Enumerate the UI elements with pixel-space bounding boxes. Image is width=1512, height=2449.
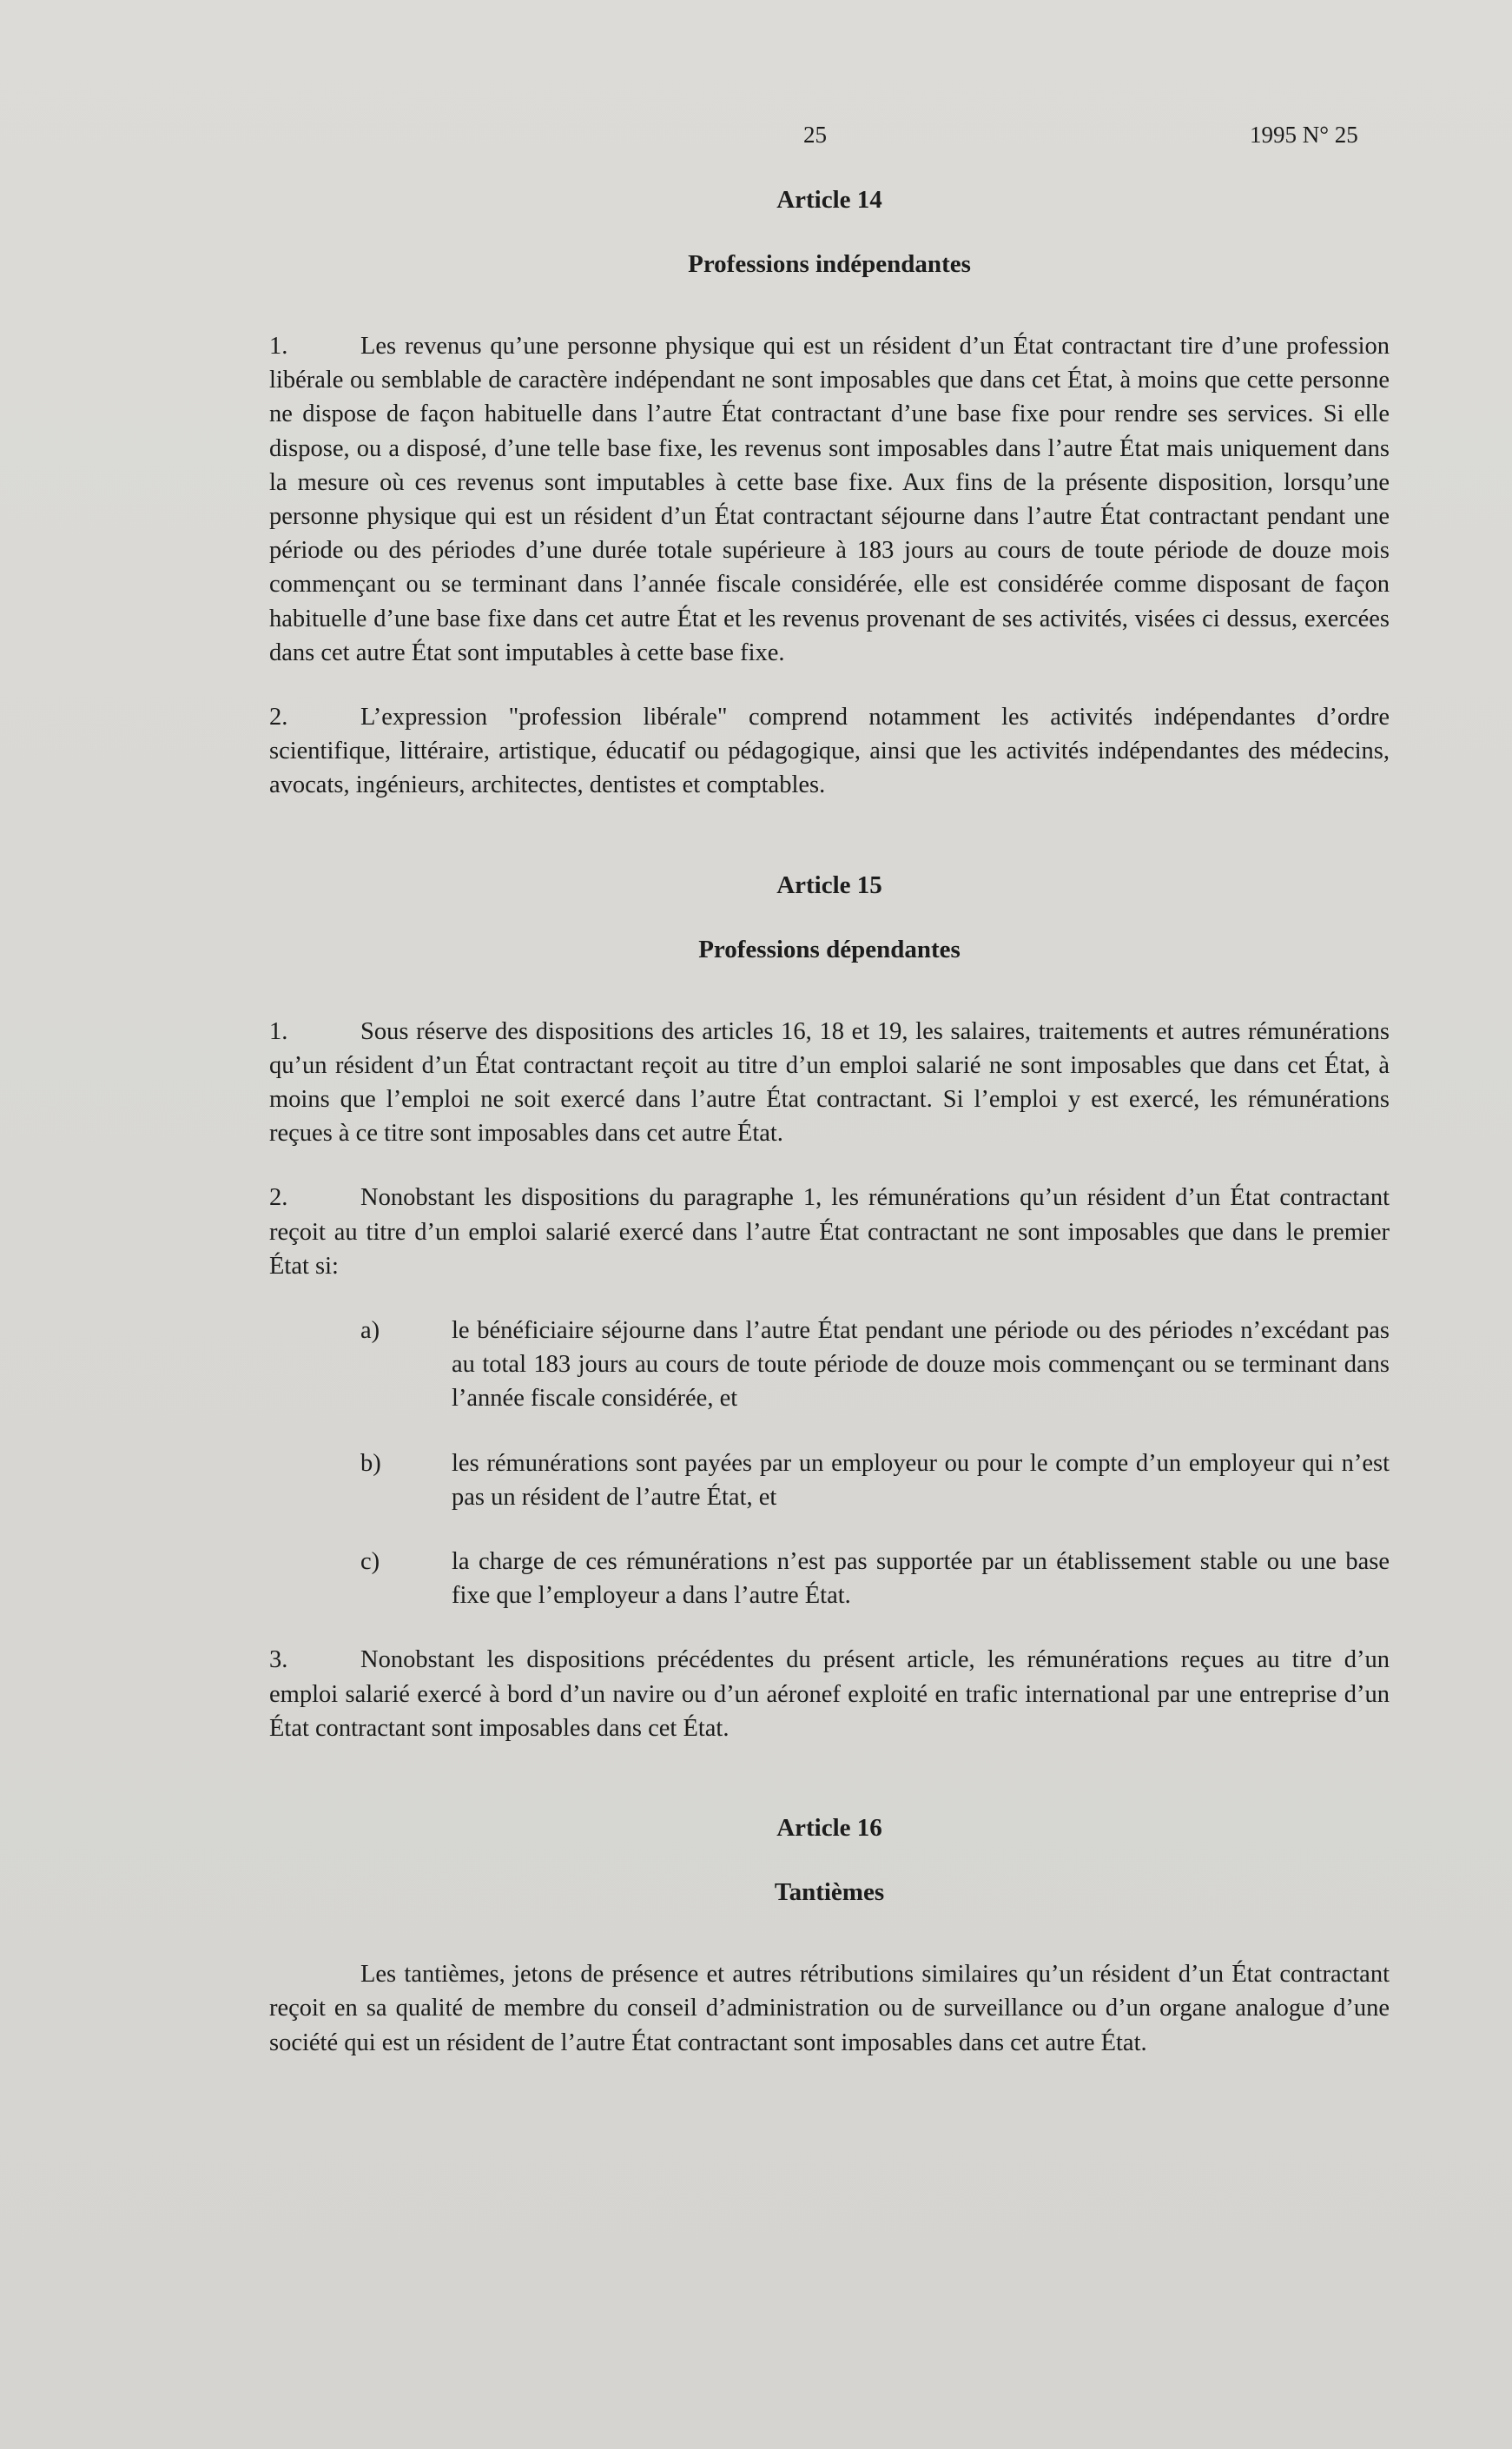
article-title: Article 14: [776, 186, 882, 214]
document-body: [269, 182, 1390, 2060]
paragraph: [269, 1015, 1390, 1151]
paragraph: [269, 1181, 1390, 1283]
paragraph-text: Sous réserve des dispositions des articles 16, 18 et 19, les salaires, traitements et autres rémunérations qu’un résident d’un État contractant reçoit au titre d’un emploi salarié ne sont imposables que dans cet État, à moins que l’emploi ne soit exercé dans l’autre État contractant. Si l’emploi y est exercé, les rémunérations reçues à ce titre sont imposables dans cet autre État.: [269, 1017, 1390, 1148]
paragraph-text: Les tantièmes, jetons de présence et autres rétributions similaires qu’un résident d’un État contractant reçoit en sa qualité de membre du conseil d’administration ou de surveillance ou d’un organe analogue d’une société qui est un résident de l’autre État contractant sont imposables dans cet autre État.: [269, 1961, 1390, 2056]
paragraph-number: 1.: [269, 333, 288, 360]
page-header: [0, 122, 1512, 156]
article-16: [269, 1810, 1390, 2060]
journal-reference: 1995 N° 25: [1250, 122, 1358, 148]
list-item: [269, 1446, 1390, 1514]
list-item-text: le bénéficiaire séjourne dans l’autre État pendant une période ou des périodes n’excédant pas au total 183 jours au cours de toute période de douze mois commençant ou se terminant dans l’année fiscale considérée, et: [452, 1317, 1390, 1413]
article-subtitle: Professions dépendantes: [698, 935, 961, 963]
list-item-text: la charge de ces rémunérations n’est pas supportée par un établissement stable ou une base fixe que l’employeur a dans l’autre État.: [452, 1548, 1390, 1610]
paragraph-number: 2.: [269, 1184, 288, 1212]
paragraph-text: Nonobstant les dispositions du paragraphe 1, les rémunérations qu’un résident d’un État contractant reçoit au titre d’un emploi salarié exercé dans l’autre État contractant ne sont imposables que dans le premier État si:: [269, 1184, 1390, 1280]
article-title: Article 16: [776, 1814, 882, 1843]
page-number: 25: [803, 122, 827, 148]
list-item-label: b): [360, 1449, 381, 1477]
article-14: [269, 182, 1390, 803]
article-subtitle: Professions indépendantes: [688, 250, 971, 278]
list-item-label: a): [360, 1317, 380, 1345]
list-item: [269, 1314, 1390, 1416]
paragraph-number: 2.: [269, 704, 288, 731]
paragraph: [269, 329, 1390, 670]
paragraph-number: 3.: [269, 1646, 288, 1674]
paragraph-number: 1.: [269, 1017, 288, 1045]
paragraph: [269, 1643, 1390, 1745]
list-item-text: les rémunérations sont payées par un employeur ou pour le compte d’un employeur qui n’est pas un résident de l’autre État, et: [452, 1449, 1390, 1511]
list-item-label: c): [360, 1548, 380, 1576]
article-title: Article 15: [776, 870, 882, 899]
paragraph: [269, 700, 1390, 803]
paragraph-text: Les revenus qu’une personne physique qui est un résident d’un État contractant tire d’une profession libérale ou semblable de caractère indépendant ne sont imposables que dans cet État, à moins que cette personne ne dispose de façon habituelle dans l’autre État contractant d’une base fixe pour rendre ses services. Si elle dispose, ou a disposé, d’une telle base fixe, les revenus sont imposables dans l’autre État mais uniquement dans la mesure où ces revenus sont imputables à cette base fixe. Aux fins de la présente disposition, lorsqu’une personne physique qui est un résident d’un État contractant séjourne dans l’autre État contractant pendant une période ou des périodes d’une durée totale supérieure à 183 jours au cours de toute période de douze mois commençant ou se terminant dans l’année fiscale considérée, elle est considérée comme disposant de façon habituelle d’une base fixe dans cet autre État et les revenus provenant de ses activités, visées ci dessus, exercées dans cet autre État sont imputables à cette base fixe.: [269, 333, 1390, 666]
paragraph-text: L’expression "profession libérale" comprend notamment les activités indépendantes d’ordre scientifique, littéraire, artistique, éducatif ou pédagogique, ainsi que les activités indépendantes des médecins, avocats, ingénieurs, architectes, dentistes et comptables.: [269, 704, 1390, 799]
paragraph-text: Nonobstant les dispositions précédentes du présent article, les rémunérations reçues au titre d’un emploi salarié exercé à bord d’un navire ou d’un aéronef exploité en trafic international par une entreprise d’un État contractant sont imposables dans cet État.: [269, 1646, 1390, 1742]
article-15: [269, 868, 1390, 1745]
article-subtitle: Tantièmes: [774, 1878, 885, 1907]
paragraph: [269, 1957, 1390, 2060]
list-item: [269, 1545, 1390, 1612]
